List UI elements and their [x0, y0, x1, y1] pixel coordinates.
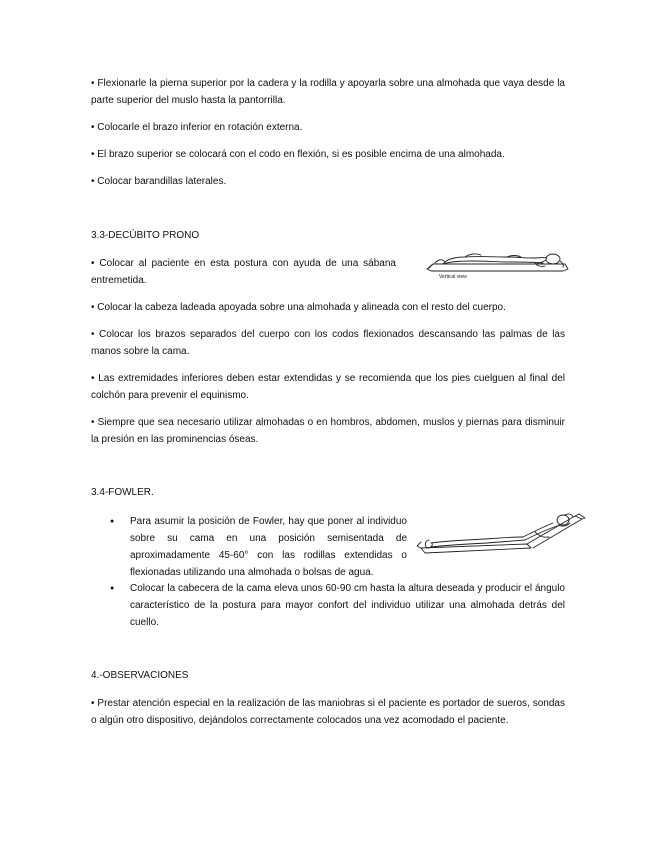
figure-caption: Vertical view — [439, 274, 467, 279]
fowler-position-illustration — [415, 510, 587, 560]
paragraph-arm-rotation: • Colocarle el brazo inferior en rotación externa. — [91, 122, 303, 133]
section-title-prono: 3.3-DECÚBITO PRONO — [91, 230, 200, 241]
paragraph-prono-pillows: • Siempre que sea necesario utilizar almohadas o en hombros, abdomen, muslos y piernas para disminuir la presión en las prominencias óseas. — [91, 417, 565, 445]
paragraph-fowler-position: Para asumir la posición de Fowler, hay que poner al individuo sobre su cama en una posición semisentada de aproximadamente 45-60° con las rodillas extendidas o flexionadas utilizando una almohada o bolsas de agua. — [130, 516, 407, 578]
paragraph-side-rails: • Colocar barandillas laterales. — [91, 176, 227, 187]
paragraph-prono-arms: • Colocar los brazos separados del cuerpo con los codos flexionados descansando las palmas de las manos sobre la cama. — [91, 329, 565, 357]
paragraph-flexion-leg: • Flexionarle la pierna superior por la cadera y la rodilla y apoyarla sobre una almohada que vaya desde la parte superior del muslo hasta la pantorrilla. — [91, 78, 565, 106]
paragraph-prono-legs: • Las extremidades inferiores deben estar extendidas y se recomienda que los pies cuelguen al final del colchón para prevenir el equinismo. — [91, 373, 565, 401]
prone-position-illustration — [425, 247, 570, 279]
paragraph-prono-sabana: • Colocar al paciente en esta postura con ayuda de una sábana entremetida. — [91, 258, 396, 286]
bullet-marker: ● — [110, 518, 115, 525]
bullet-marker: ● — [110, 585, 115, 592]
paragraph-prono-head: • Colocar la cabeza ladeada apoyada sobre una almohada y alineada con el resto del cuerpo. — [91, 302, 506, 313]
section-title-observaciones: 4.-OBSERVACIONES — [91, 670, 189, 681]
paragraph-observaciones: • Prestar atención especial en la realización de las maniobras si el paciente es portador de sueros, sondas o algún otro dispositivo, dejándolos correctamente colocados una vez acomodado el paciente. — [91, 698, 565, 726]
paragraph-upper-arm: • El brazo superior se colocará con el codo en flexión, si es posible encima de una almohada. — [91, 149, 505, 160]
paragraph-fowler-headboard: Colocar la cabecera de la cama eleva unos 60-90 cm hasta la altura deseada y producir el ángulo característico de la postura para mayor confort del individuo utilizar una almohada detrás del cuello. — [130, 583, 565, 628]
section-title-fowler: 3.4-FOWLER. — [91, 487, 154, 498]
